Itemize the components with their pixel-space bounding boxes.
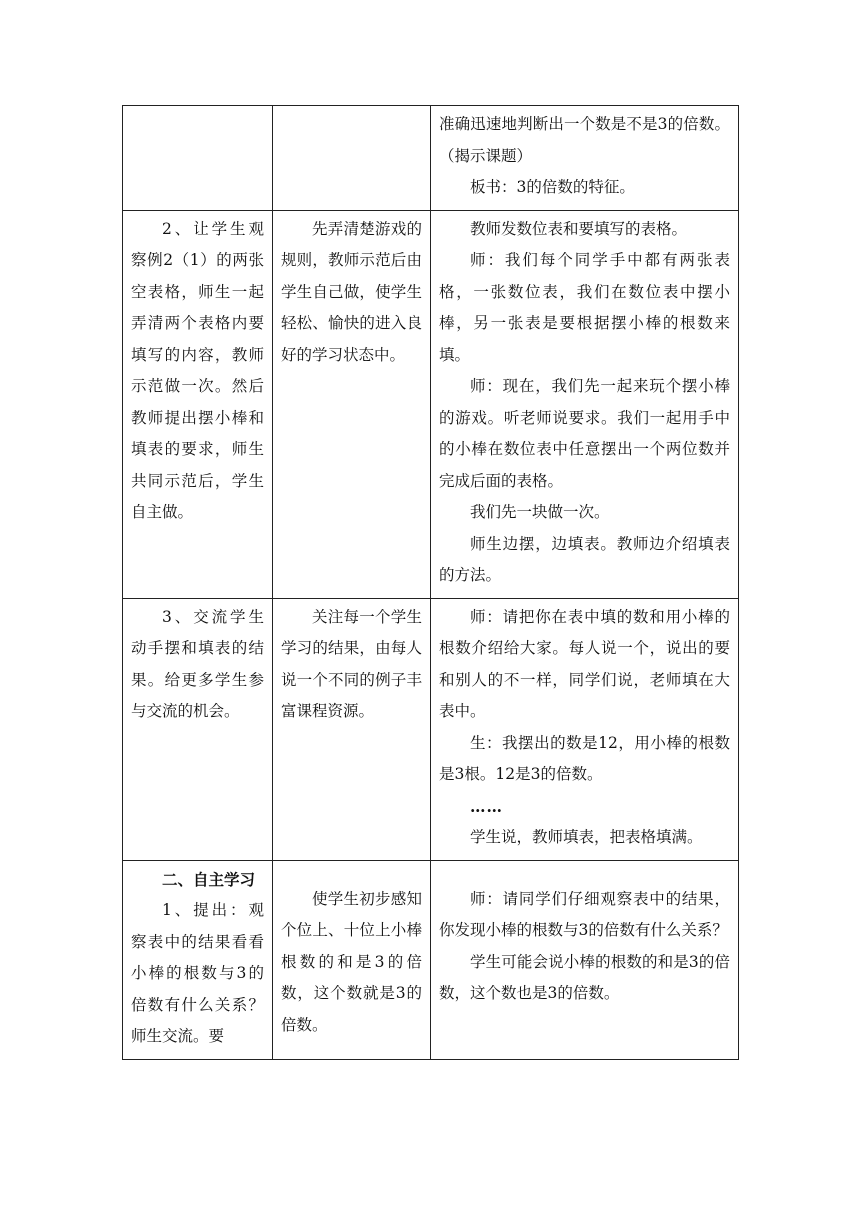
process-paragraph: 学生说，教师填表，把表格填满。: [470, 828, 703, 846]
process-paragraph: 准确迅速地判断出一个数是不是3的倍数。（揭示课题）: [439, 115, 730, 165]
intent-paragraph: 先弄清楚游戏的规则，教师示范后由学生自己做，使学生轻松、愉快的进入良好的学习状态中。: [281, 219, 422, 364]
activity-cell: [123, 210, 273, 598]
activity-cell: [123, 106, 273, 211]
process-paragraph: 学生可能会说小棒的根数的和是3的倍数，这个数也是3的倍数。: [439, 952, 730, 1002]
activity-paragraph: 3、交流学生动手摆和填表的结果。给更多学生参与交流的机会。: [131, 607, 264, 720]
intent-paragraph: 关注每一个学生学习的结果，由每人说一个不同的例子丰富课程资源。: [281, 607, 422, 720]
process-cell: [431, 210, 739, 598]
spacer: [281, 864, 422, 884]
process-paragraph: 师生边摆，边填表。教师边介绍填表的方法。: [439, 534, 730, 584]
process-paragraph: 板书：3的倍数的特征。: [470, 178, 635, 196]
process-paragraph: 我们先一块做一次。: [470, 503, 610, 521]
section-heading: 二、自主学习: [162, 869, 256, 889]
ellipsis-paragraph: ……: [470, 796, 503, 816]
process-paragraph: 师：我们每个同学手中都有两张表格，一张数位表，我们在数位表中摆小棒，另一张表是要根据摆小棒的根数来填。: [439, 251, 730, 364]
table-row: [123, 210, 739, 598]
process-paragraph: 师：请同学们仔细观察表中的结果，你发现小棒的根数与3的倍数有什么关系？: [439, 889, 730, 939]
process-cell: [431, 106, 739, 211]
activity-paragraph: 1、提出：观察表中的结果看看小棒的根数与3的倍数有什么关系？师生交流。要: [131, 901, 264, 1045]
process-paragraph: 教师发数位表和要填写的表格。: [470, 219, 688, 238]
activity-cell: [123, 598, 273, 860]
table-row: [123, 598, 739, 860]
spacer: [439, 864, 730, 884]
process-cell: [431, 860, 739, 1059]
table-row: [123, 106, 739, 211]
intent-cell: [273, 598, 431, 860]
process-paragraph: 师：现在，我们先一起来玩个摆小棒的游戏。听老师说要求。我们一起用手中的小棒在数位表中任意摆出一个两位数并完成后面的表格。: [439, 377, 730, 490]
intent-cell: [273, 860, 431, 1059]
process-cell: [431, 598, 739, 860]
lesson-plan-table: [122, 105, 739, 1060]
intent-paragraph: 使学生初步感知个位上、十位上小棒根数的和是3的倍数，这个数就是3的倍数。: [281, 889, 422, 1034]
process-paragraph: 师：请把你在表中填的数和用小棒的根数介绍给大家。每人说一个，说出的要和别人的不一样，同学们说，老师填在大表中。: [439, 607, 730, 720]
activity-paragraph: 2、让学生观察例2（1）的两张空表格，师生一起弄清两个表格内要填写的内容，教师示范做一次。然后教师提出摆小棒和填表的要求，师生共同示范后，学生自主做。: [131, 219, 264, 521]
process-paragraph: 生：我摆出的数是12，用小棒的根数是3根。12是3的倍数。: [439, 733, 730, 783]
table-row: [123, 860, 739, 1059]
intent-cell: [273, 106, 431, 211]
activity-cell: [123, 860, 273, 1059]
intent-cell: [273, 210, 431, 598]
